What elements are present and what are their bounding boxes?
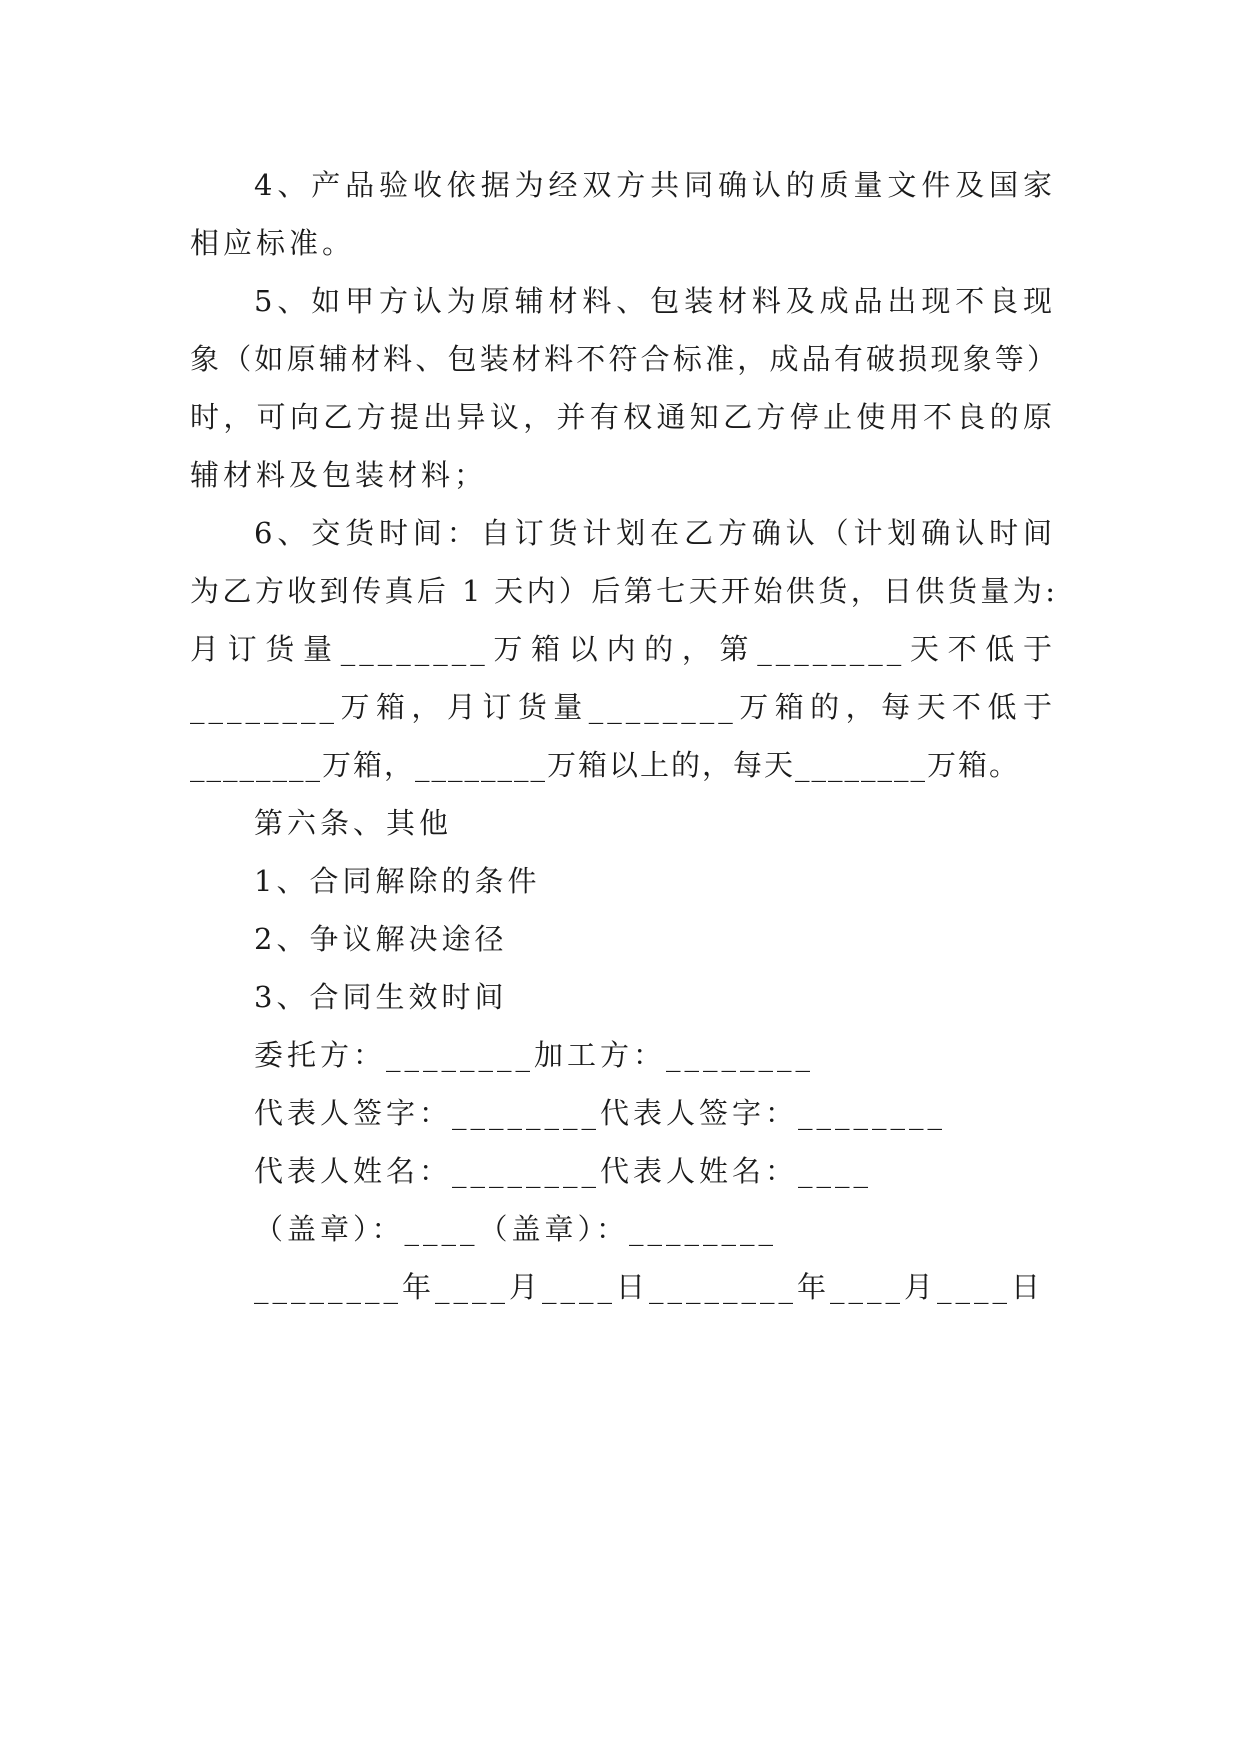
document-body xyxy=(190,156,1056,1316)
clause-4-line-1: 4、产品验收依据为经双方共同确认的质量文件及国家 xyxy=(254,168,1056,202)
signature-seal: （盖章）：____（盖章）：________ xyxy=(254,1212,778,1246)
clause-6-line-1: 6、交货时间：自订货计划在乙方确认（计划确认时间 xyxy=(254,516,1056,550)
clause-4-line-2: 相应标准。 xyxy=(190,226,356,260)
article-item-3: 3、合同生效时间 xyxy=(254,980,508,1014)
signature-date: ________年____月____日________年____月____日 xyxy=(254,1270,1045,1304)
clause-6-line-2: 为乙方收到传真后 1 天内）后第七天开始供货，日供货量为: xyxy=(190,574,1056,608)
clause-6-line-5: ________万箱，________万箱以上的，每天________万箱。 xyxy=(190,748,1021,782)
clause-5-line-1: 5、如甲方认为原辅材料、包装材料及成品出现不良现 xyxy=(254,284,1056,318)
clause-6-paragraph xyxy=(190,504,1056,794)
clause-5-line-2: 象（如原辅材料、包装材料不符合标准，成品有破损现象等） xyxy=(190,342,1056,376)
signature-parties: 委托方：________加工方：________ xyxy=(254,1038,815,1072)
clause-6-line-3: 月订货量________万箱以内的，第________天不低于 xyxy=(190,632,1056,666)
clause-5-line-3: 时，可向乙方提出异议，并有权通知乙方停止使用不良的原 xyxy=(190,400,1056,434)
signature-representative-sign: 代表人签字：________代表人签字：________ xyxy=(254,1096,947,1130)
article-title: 第六条、其他 xyxy=(254,806,453,840)
clause-6-line-4: ________万箱，月订货量________万箱的，每天不低于 xyxy=(190,690,1056,724)
article-item-2: 2、争议解决途径 xyxy=(254,922,508,956)
clause-5-paragraph xyxy=(190,272,1056,504)
signature-representative-name: 代表人姓名：________代表人姓名：____ xyxy=(254,1154,873,1188)
clause-4-paragraph xyxy=(190,156,1056,272)
article-item-1: 1、合同解除的条件 xyxy=(254,864,541,898)
clause-5-line-4: 辅材料及包装材料； xyxy=(190,458,488,492)
